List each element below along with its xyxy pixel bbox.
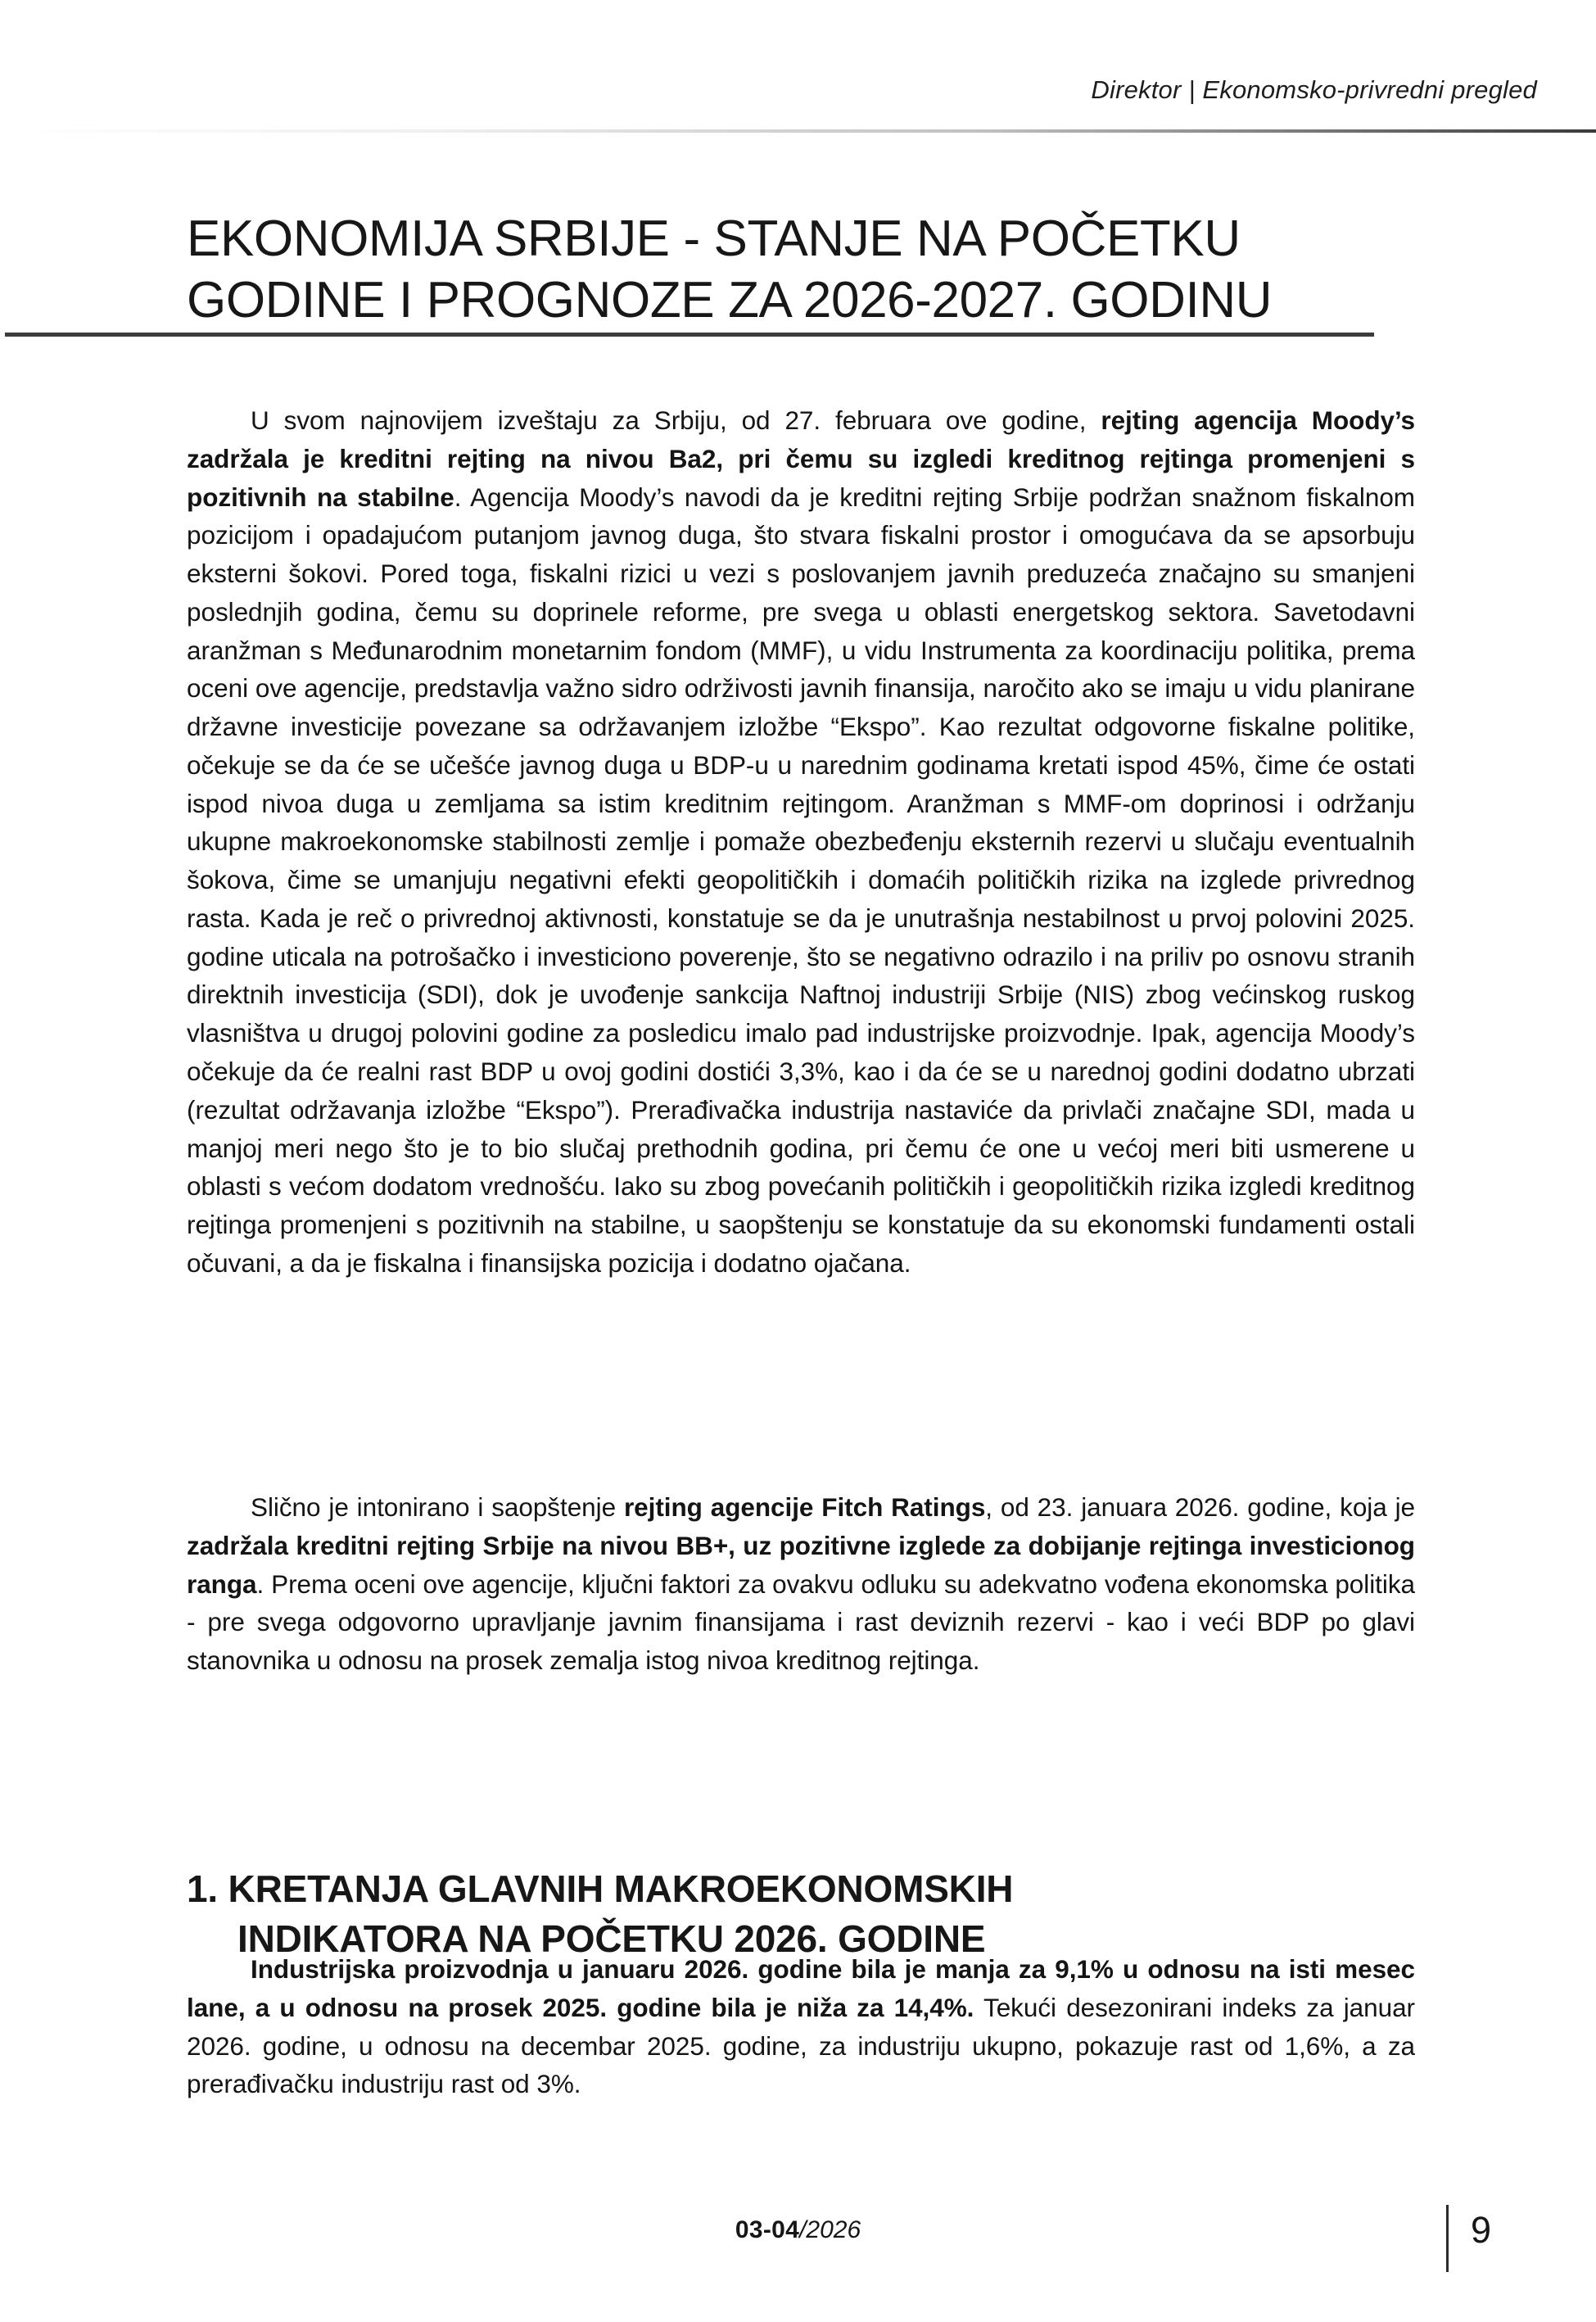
industry-rest: Tekući desezonirani indeks za januar 2026. godine, u odnosu na decembar 2025. godine, za industriju ukupno, pokazuje rast od 1,6%, a za prerađivačku industriju rast od 3%. (187, 1992, 1415, 2099)
moodys-rest: . Agencija Moody’s navodi da je kreditni rejting Srbije podržan snažnom fiskalnom pozicijom i opadajućom putanjom javnog duga, što stvara fiskalni prostor i omogućava da se apsorbuju eksterni šokovi. Pored toga, fiskalni rizici u vezi s poslovanjem javnih preduzeća značajno su smanjeni poslednjih godina, čemu su doprinele reforme, pre svega u oblasti energetskog sektora. Savetodavni aranžman s Međunarodnim monetarnim fondom (MMF), u vidu Instrumenta za koordinaciju politika, prema oceni ove agencije, predstavlja važno sidro održivosti javnih finansija, naročito ako se imaju u vidu planirane državne investicije povezane sa održavanjem izložbe “Ekspo”. Kao rezultat odgovorne fiskalne politike, očekuje se da će se učešće javnog duga u BDP-u u narednim godinama kretati ispod 45%, čime će ostati ispod nivoa duga u zemljama sa istim kreditnim rejtingom. Aranžman s MMF-om doprinosi i održanju ukupne makroekonomske stabilnosti zemlje i pomaže obezbeđenju eksternih rezervi u slučaju eventualnih šokova, čime se umanjuju negativni efekti geopolitičkih i domaćih političkih rizika na izglede privrednog rasta. Kada je reč o privrednoj aktivnosti, konstatuje se da je unutrašnja nestabilnost u prvoj polovini 2025. godine uticala na potrošačko i investiciono poverenje, što se negativno odrazilo i na priliv po osnovu stranih direktnih investicija (SDI), dok je uvođenje sankcija Naftnoj industriji Srbije (NIS) zbog većinskog ruskog vlasništva u drugoj polovini godine za posledicu imalo pad industrijske proizvodnje. Ipak, agencija Moody’s očekuje da će realni rast BDP u ovoj godini dostići 3,3%, kao i da će se u narednoj godini dodatno ubrzati (rezultat održavanja izložbe “Ekspo”). Prerađivačka industrija nastaviće da privlači značajne SDI, mada u manjoj meri nego što je to bio slučaj prethodnih godina, pri čemu će one u većoj meri biti usmerene u oblasti s većom dodatom vrednošću. Iako su zbog povećanih političkih i geopolitičkih rizika izgledi kreditnog rejtinga promenjeni s pozitivnih na stabilne, u saopštenju se konstatuje da su ekonomski fundamenti ostali očuvani, a da je fiskalna i finansijska pozicija i dodatno ojačana. (187, 482, 1415, 1278)
header-divider-rule (0, 129, 1596, 133)
page-title-line-2: GODINE I PROGNOZE ZA 2026-2027. GODINU (187, 271, 1273, 328)
section-heading-line-2: INDIKATORA NA POČETKU 2026. GODINE (237, 1917, 986, 1960)
moodys-lead-bold: rejting agencija Moody’s zadržala je kreditni rejting na nivou Ba2, pri čemu su izgledi kreditnog rejtinga promenjeni s pozitivnih na stabilne (187, 405, 1416, 512)
title-divider-rule (5, 333, 1374, 337)
paragraph-industrial-production-text (187, 1950, 1415, 2103)
paragraph-moodys (187, 401, 1415, 1283)
paragraph-fitch (187, 1488, 1415, 1680)
page-title-line-1: EKONOMIJA SRBIJE - STANJE NA POČETKU (187, 210, 1241, 267)
page-number: 9 (1471, 2209, 1492, 2251)
running-header: Direktor | Ekonomsko-privredni pregled (1091, 75, 1537, 104)
footer-issue (0, 2216, 1596, 2244)
paragraph-moodys-text (187, 401, 1415, 1283)
fitch-rest: . Prema oceni ove agencije, ključni faktori za ovakvu odluku su adekvatno vođena ekonomska politika - pre svega odgovorno upravljanje javnim finansijama i rast deviznih rezervi - kao i veći BDP po glavi stanovnika u odnosu na prosek zemalja istog nivoa kreditnog rejtinga. (187, 1568, 1415, 1676)
section-heading (187, 1864, 1399, 1963)
footer-issue-year: /2026 (799, 2216, 861, 2243)
fitch-bold-agency: rejting agencije Fitch Ratings (623, 1492, 986, 1522)
paragraph-industrial-production (187, 1950, 1415, 2103)
industry-bold: Industrijska proizvodnja u januaru 2026. godine bila je manja za 9,1% u odnosu na isti mesec lane, a u odnosu na prosek 2025. godine bila je niža za 14,4%. (187, 1954, 1415, 2022)
moodys-lead-regular: U svom najnovijem izveštaju za Srbiju, od 27. februara ove godine, (251, 405, 1101, 435)
fitch-lead-regular: Slično je intonirano i saopštenje (251, 1492, 624, 1522)
footer-issue-number: 03-04 (735, 2216, 800, 2243)
footer-divider-rule (1446, 2205, 1449, 2272)
page-title (187, 208, 1431, 331)
fitch-mid: , od 23. januara 2026. godine, koja je (985, 1492, 1415, 1522)
section-heading-line-1: 1. KRETANJA GLAVNIH MAKROEKONOMSKIH (187, 1867, 1014, 1911)
paragraph-fitch-text (187, 1488, 1415, 1680)
fitch-bold-rating: zadržala kreditni rejting Srbije na nivou BB+, uz pozitivne izglede za dobijanje rejtinga investicionog ranga (187, 1530, 1415, 1599)
